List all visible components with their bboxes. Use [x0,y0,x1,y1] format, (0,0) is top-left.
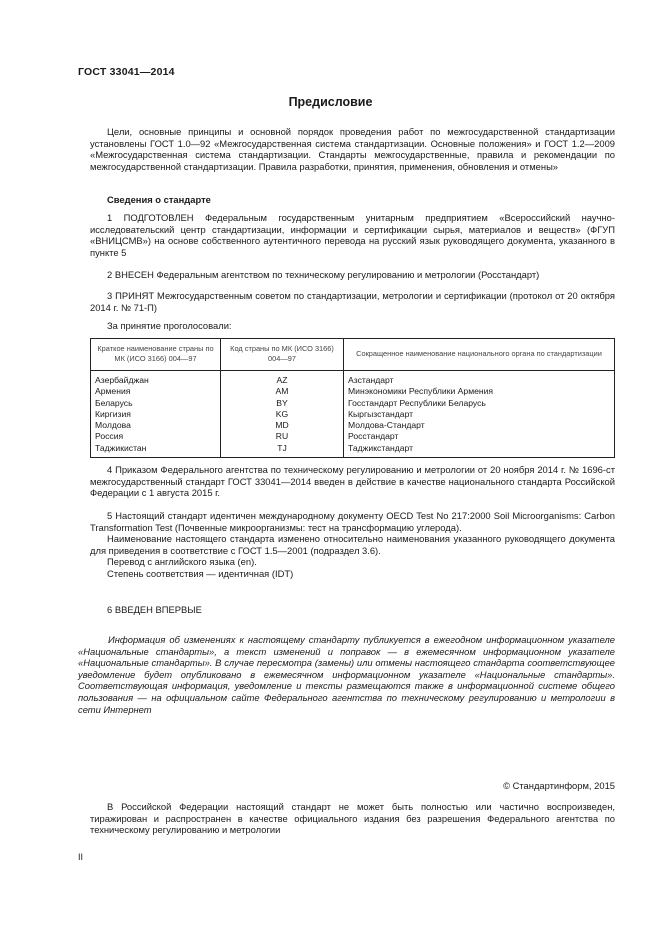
item-5-name-note: Наименование настоящего стандарта изменено относительно наименования указанного руководящего документа для приведения в соответствие с ГОСТ 1.5—2001 (подраздел 3.6). [90,533,615,556]
item-3-paragraph: 3 ПРИНЯТ Межгосударственным советом по стандартизации, метрологии и сертификации (протокол от 20 октября 2014 г. № 71-П) [90,290,615,313]
page-number: II [78,852,84,862]
table-row [91,443,615,458]
table-cell-body: Госстандарт Республики Беларусь [344,398,615,409]
copyright-notice: © Стандартинформ, 2015 [503,780,615,791]
table-cell-body: Молдова-Стандарт [344,420,615,431]
table-cell-code: BY [221,398,344,409]
item-5-paragraph: 5 Настоящий стандарт идентичен международному документу OECD Test No 217:2000 Soil Microorganisms: Carbon Transformation Test (Почвенные микроорганизмы: тест на трансформацию углерода). [90,510,615,533]
table-cell-country: Россия [91,431,221,442]
item-1-paragraph: 1 ПОДГОТОВЛЕН Федеральным государственным унитарным предприятием «Всероссийский научно-исследовательский центр стандартизации, информации и сертификации сырья, материалов и веществ» (ФГУП «ВНИЦСМВ») на основе собственного аутентичного перевода на русский язык руководящего документа, указанного в пункте 5 [90,212,615,258]
document-header: ГОСТ 33041—2014 [78,66,175,78]
table-row [91,431,615,442]
table-cell-country: Азербайджан [91,371,221,387]
item-1-block [90,212,615,258]
changes-info-paragraph: Информация об изменениях к настоящему стандарту публикуется в ежегодном информационном указателе «Национальные стандарты», а текст изменений и поправок — в ежемесячном информационном указателе «Национальные стандарты». В случае пересмотра (замены) или отмены настоящего стандарта соответствующее уведомление будет опубликовано в ежемесячном информационном указателе «Национальные стандарты». Соответствующая информация, уведомление и тексты размещаются также в информационной системе общего пользования — на официальном сайте Федерального агентства по техническому регулированию и метрологии в сети Интернет [78,634,615,715]
table-cell-body: Росстандарт [344,431,615,442]
table-cell-country: Таджикистан [91,443,221,458]
intro-paragraph: Цели, основные принципы и основной порядок проведения работ по межгосударственной стандартизации установлены ГОСТ 1.0—92 «Межгосударственная система стандартизации. Основные положения» и ГОСТ 1.2—2009 «Межгосударственная система стандартизации. Стандарты межгосударственные, правила и рекомендации по межгосударственной стандартизации. Правила разработки, принятия, применения, обновления и отмены» [90,126,615,172]
table-cell-code: AM [221,386,344,397]
item-5-degree: Степень соответствия — идентичная (IDT) [107,567,294,579]
table-cell-code: MD [221,420,344,431]
table-cell-body: Таджикстандарт [344,443,615,458]
table-header-row [91,339,615,371]
changes-info-block [78,634,615,715]
standard-info-block [90,194,615,206]
table-header-body: Сокращенное наименование национального органа по стандартизации [344,339,615,371]
table-row [91,398,615,409]
item-3-block [90,290,615,313]
table-row [91,371,615,387]
item-2-block [90,269,615,281]
table-cell-code: KG [221,409,344,420]
table-cell-code: AZ [221,371,344,387]
table-cell-country: Беларусь [91,398,221,409]
table-cell-body: Азстандарт [344,371,615,387]
item-4-paragraph: 4 Приказом Федерального агентства по техническому регулированию и метрологии от 20 ноября 2014 г. № 1696-ст межгосударственный стандарт ГОСТ 33041—2014 введен в действие в качестве национального стандарта Российской Федерации с 1 августа 2015 г. [90,464,615,499]
item-6-block [90,604,615,616]
item-5-block [90,510,615,580]
table-cell-country: Армения [91,386,221,397]
table-cell-country: Киргизия [91,409,221,420]
item-2-paragraph: 2 ВНЕСЕН Федеральным агентством по техническому регулированию и метрологии (Росстандарт) [107,269,540,280]
table-row [91,386,615,397]
item-4-block [90,464,615,499]
voting-table [90,338,615,458]
reproduction-notice-block [90,801,615,836]
item-6-paragraph: 6 ВВЕДЕН ВПЕРВЫЕ [107,604,202,615]
table-cell-body: Минэкономики Республики Армения [344,386,615,397]
table-cell-code: TJ [221,443,344,458]
intro-block [90,126,615,172]
item-5-translation: Перевод с английского языка (en). [107,556,257,568]
table-header-country: Краткое наименование страны по МК (ИСО 3166) 004—97 [91,339,221,371]
table-row [91,409,615,420]
table-cell-body: Кыргызстандарт [344,409,615,420]
voted-label: За принятие проголосовали: [107,320,232,331]
table-row [91,420,615,431]
table-cell-code: RU [221,431,344,442]
section-heading: Сведения о стандарте [107,194,211,205]
table-header-code: Код страны по МК (ИСО 3166) 004—97 [221,339,344,371]
page-title: Предисловие [288,95,373,109]
table-cell-country: Молдова [91,420,221,431]
reproduction-notice: В Российской Федерации настоящий стандарт не может быть полностью или частично воспроизведен, тиражирован и распространен в качестве официального издания без разрешения Федерального агентства по техническому регулированию и метрологии [90,801,615,836]
voted-label-block [90,320,615,332]
